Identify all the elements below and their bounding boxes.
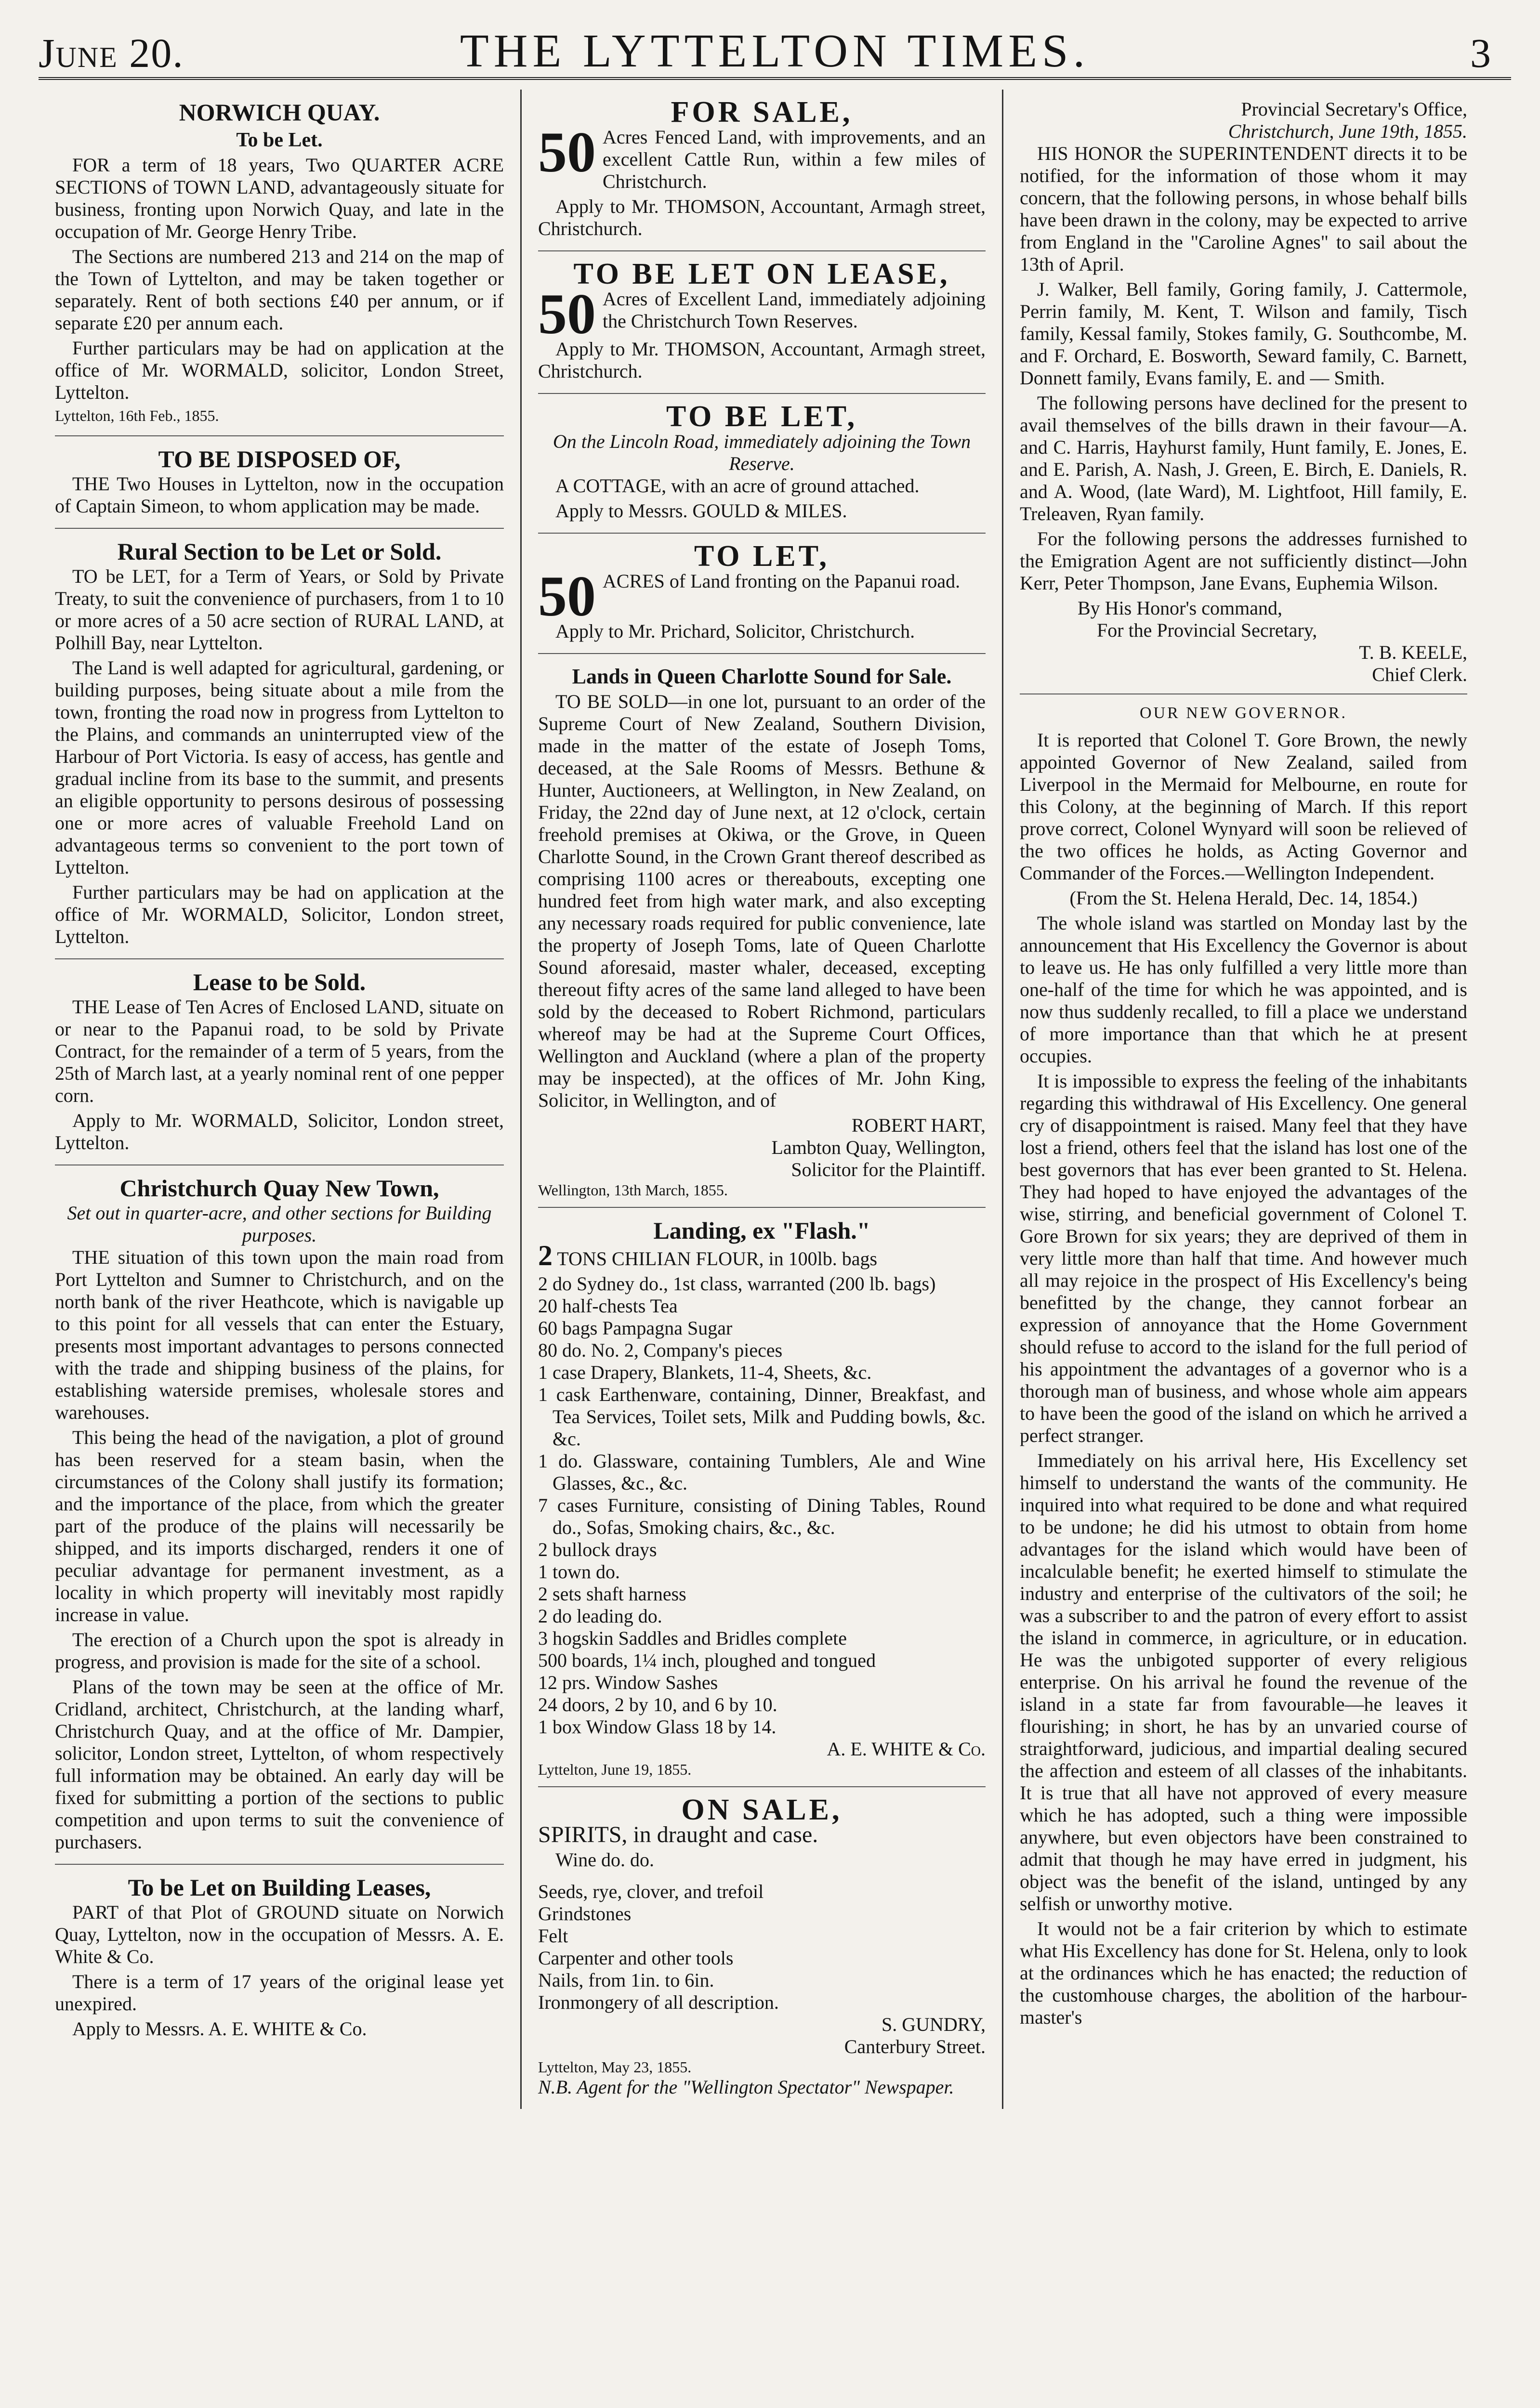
list-item: 3 hogskin Saddles and Bridles complete bbox=[538, 1627, 847, 1649]
advert-on-sale-spirits bbox=[538, 1787, 986, 2109]
advert-date: Lyttelton, May 23, 1855. bbox=[538, 2058, 692, 2076]
column-1 bbox=[39, 90, 520, 2109]
advert-body-2: There is a term of 17 years of the original lease yet unexpired. bbox=[55, 1971, 504, 2015]
notice-dateline: Christchurch, June 19th, 1855. bbox=[1228, 120, 1467, 142]
list-item: 1 case Drapery, Blankets, 11-4, Sheets, &c. bbox=[538, 1361, 872, 1383]
advert-body: THE situation of this town upon the main road from Port Lyttelton and Sumner to Christchurch, and on the north bank of the river Heathcote, which is navigable up to this point for all vessels that can enter the Estuary, presents most important advantages to persons connected with the trade and shipping business of the plains, for establishing waterside premises, wholesale stores and warehouses. bbox=[55, 1246, 504, 1423]
advert-signature: A. E. WHITE & Co. bbox=[827, 1738, 986, 1760]
advert-rural-section bbox=[55, 529, 504, 959]
notice-command-2: For the Provincial Secretary, bbox=[1097, 619, 1317, 641]
lead-number: 50 bbox=[538, 120, 596, 184]
advert-norwich-quay bbox=[55, 90, 504, 436]
advert-date: Wellington, 13th March, 1855. bbox=[538, 1181, 728, 1199]
advert-lease-sold bbox=[55, 959, 504, 1165]
advert-heading: TO BE DISPOSED OF, bbox=[158, 445, 401, 472]
advert-heading: To be Let on Building Leases, bbox=[128, 1874, 431, 1901]
list-item: Nails, from 1in. to 6in. bbox=[538, 1969, 714, 1991]
list-item: 20 half-chests Tea bbox=[538, 1295, 678, 1317]
advert-body: Acres of Excellent Land, immediately adjoining the Christchurch Town Reserves. bbox=[603, 288, 986, 332]
list-item: 80 do. No. 2, Company's pieces bbox=[538, 1339, 783, 1361]
advert-signature: S. GUNDRY, bbox=[882, 2014, 986, 2035]
notice-command: By His Honor's command, bbox=[1078, 597, 1282, 619]
notice-signature-role: Chief Clerk. bbox=[1372, 664, 1467, 685]
advert-note: N.B. Agent for the "Wellington Spectator" Newspaper. bbox=[538, 2076, 954, 2098]
advert-heading: TO BE LET, bbox=[666, 400, 858, 433]
advert-body: FOR a term of 18 years, Two QUARTER ACRE SECTIONS of TOWN LAND, advantageously situate for business, fronting upon Norwich Quay, and late in the occupation of Mr. George Henry Tribe. bbox=[55, 154, 504, 242]
article-paragraph: The whole island was startled on Monday last by the announcement that His Excellency the Governor is about to leave us. He has only fulfilled a very little more than one-half of the time for which he was appointed, and is now thus suddenly recalled, to fill a place we understand of more importance than that which he at present occupies. bbox=[1020, 912, 1467, 1067]
list-item: Carpenter and other tools bbox=[538, 1947, 734, 1969]
column-3 bbox=[1002, 90, 1484, 2109]
goods-list bbox=[538, 1273, 986, 1738]
advert-body-2: Apply to Messrs. GOULD & MILES. bbox=[555, 500, 847, 522]
advert-body: THE Lease of Ten Acres of Enclosed LAND, situate on or near to the Papanui road, to be sold by Private Contract, for the remainder of a term of 5 years, from the 25th of March last, at a yearly nominal rent of one pepper corn. bbox=[55, 996, 504, 1106]
advert-subheading: On the Lincoln Road, immediately adjoining the Town Reserve. bbox=[553, 431, 971, 474]
article-source: (From the St. Helena Herald, Dec. 14, 1854.) bbox=[1069, 887, 1418, 909]
notice-body-3: The following persons have declined for the present to avail themselves of the bills drawn in their favour—A. and C. Harris, Hayhurst family, Hunt family, E. Jones, E. and E. Parish, A. Nash, J. Green, E. Birch, E. Daniels, R. and A. Wood, (late Ward), M. Lightfoot, Hill family, E. Treleaven, Ryan family. bbox=[1020, 392, 1467, 524]
list-item: 2 do leading do. bbox=[538, 1605, 662, 1627]
advert-body-4: Plans of the town may be seen at the office of Mr. Cridland, architect, Christchurch, at the landing wharf, Christchurch Quay, and at the office of Mr. Dampier, solicitor, London street, Lyttelton, of whom respectively full information may be obtained. An early day will be fixed for submitting a portion of the sections to public competition and upon terms to suit the convenience of purchasers. bbox=[55, 1676, 504, 1853]
advert-building-leases bbox=[55, 1865, 504, 2051]
goods-list bbox=[538, 1881, 986, 2014]
advert-subheading: To be Let. bbox=[236, 129, 323, 151]
advert-body: Acres Fenced Land, with improvements, and an excellent Cattle Run, within a few miles of Christchurch. bbox=[603, 126, 986, 192]
article-title: OUR NEW GOVERNOR. bbox=[1140, 704, 1347, 722]
column-2 bbox=[520, 90, 1002, 2109]
advert-body-2: This being the head of the navigation, a plot of ground has been reserved for a steam basin, when the circumstances of the Colony shall justify its formation; and the importance of the place, from which the greater part of the produce of the plains will necessarily be shipped, and its imports discharged, renders it one of peculiar advantage for permanent investment, as a locality in which property will inevitably most rapidly increase in value. bbox=[55, 1426, 504, 1625]
newspaper-title: THE LYTTELTON TIMES. bbox=[460, 25, 1090, 77]
list-item: 500 boards, 1¼ inch, ploughed and tongued bbox=[538, 1649, 876, 1671]
advert-signature-role: Solicitor for the Plaintiff. bbox=[791, 1159, 986, 1180]
advert-subheading: Set out in quarter-acre, and other sections for Building purposes. bbox=[67, 1202, 492, 1246]
list-item: 1 cask Earthenware, containing, Dinner, Breakfast, and Tea Services, Toilet sets, Milk and Pudding bowls, &c. &c. bbox=[538, 1384, 986, 1450]
advert-body-3: Apply to Messrs. A. E. WHITE & Co. bbox=[72, 2018, 367, 2040]
advert-heading: Rural Section to be Let or Sold. bbox=[117, 538, 442, 565]
advert-christchurch-quay bbox=[55, 1165, 504, 1865]
advert-body: A COTTAGE, with an acre of ground attached. bbox=[555, 475, 920, 497]
advert-body-2: Apply to Mr. THOMSON, Accountant, Armagh street, Christchurch. bbox=[538, 338, 986, 382]
advert-body-3: Further particulars may be had on application at the office of Mr. WORMALD, solicitor, London Street, Lyttelton. bbox=[55, 337, 504, 403]
advert-first-text: TONS CHILIAN FLOUR, in 100lb. bags bbox=[557, 1248, 878, 1269]
advert-heading: TO LET, bbox=[694, 540, 829, 573]
advert-heading: Christchurch Quay New Town, bbox=[119, 1175, 439, 1202]
list-item: 2 bullock drays bbox=[538, 1539, 657, 1560]
article-paragraph: It is reported that Colonel T. Gore Brown, the newly appointed Governor of New Zealand, sailed from Liverpool in the Mermaid for Melbourne, en route for this Colony, at the beginning of March. If this report prove correct, Colonel Wynyard will soon be relieved of the two offices he holds, as Acting Governor and Commander of the Forces.—Wellington Independent. bbox=[1020, 729, 1467, 884]
notice-body: HIS HONOR the SUPERINTENDENT directs it to be notified, for the information of those whom it may concern, that the following persons, in whose behalf bills have been drawn in the colony, may be expected to arrive from England in the "Caroline Agnes" to sail about the 13th of April. bbox=[1020, 143, 1467, 275]
list-item: 12 prs. Window Sashes bbox=[538, 1672, 718, 1693]
advert-date: Lyttelton, June 19, 1855. bbox=[538, 1761, 692, 1778]
columns bbox=[39, 90, 1511, 2109]
advert-signature-address: Lambton Quay, Wellington, bbox=[771, 1137, 986, 1158]
advert-let-on-lease bbox=[538, 251, 986, 394]
advert-heading: Lands in Queen Charlotte Sound for Sale. bbox=[572, 665, 952, 688]
advert-heading: Landing, ex "Flash." bbox=[653, 1217, 870, 1244]
lead-number: 50 bbox=[538, 282, 596, 346]
notice-office: Provincial Secretary's Office, bbox=[1241, 98, 1467, 120]
list-item: Ironmongery of all description. bbox=[538, 1991, 779, 2013]
advert-body-2: Apply to Mr. Prichard, Solicitor, Christchurch. bbox=[555, 620, 915, 642]
advert-body-2: Apply to Mr. THOMSON, Accountant, Armagh street, Christchurch. bbox=[538, 196, 986, 239]
advert-body-2: The Land is well adapted for agricultural, gardening, or building purposes, being situate about a mile from the town, fronting the road now in progress from Lyttelton to the Plains, and commands an uninterrupted view of the Harbour of Port Victoria. Is easy of access, has gentle and gradual incline from its base to the summit, and presents an eligible opportunity to persons desirous of possessing one or more acres of valuable Freehold Land on advantageous terms so convenient to the port town of Lyttelton. bbox=[55, 657, 504, 878]
advert-body: THE Two Houses in Lyttelton, now in the occupation of Captain Simeon, to whom application may be made. bbox=[55, 473, 504, 517]
advert-heading: TO BE LET ON LEASE, bbox=[573, 258, 950, 290]
list-item: Grindstones bbox=[538, 1903, 632, 1924]
advert-for-sale-acres bbox=[538, 90, 986, 251]
advert-cottage-let bbox=[538, 394, 986, 534]
advert-signature-address: Canterbury Street. bbox=[844, 2036, 986, 2057]
advert-papanui-acres bbox=[538, 534, 986, 654]
advert-heading: ON SALE, bbox=[681, 1793, 842, 1826]
advert-landing-flash bbox=[538, 1208, 986, 1787]
advert-body: TO be LET, for a Term of Years, or Sold by Private Treaty, to suit the convenience of purchasers, from 1 to 10 or more acres of a 50 acre section of RURAL LAND, at Polhill Bay, near Lyttelton. bbox=[55, 565, 504, 654]
list-item: 24 doors, 2 by 10, and 6 by 10. bbox=[538, 1694, 777, 1715]
advert-body: PART of that Plot of GROUND situate on Norwich Quay, Lyttelton, now in the occupation of Messrs. A. E. White & Co. bbox=[55, 1901, 504, 1967]
notice-body-2: J. Walker, Bell family, Goring family, J. Cattermole, Perrin family, M. Kent, T. Wilson and family, Tisch family, Kessal family, Stokes family, G. Southcombe, M. and F. Orchard, E. Bosworth, Seward family, C. Barnett, Donnett family, Evans family, E. and — Smith. bbox=[1020, 278, 1467, 389]
list-item: Seeds, rye, clover, and trefoil bbox=[538, 1881, 764, 1902]
article-paragraph: Immediately on his arrival here, His Excellency set himself to understand the wants of the community. He inquired into what required to be done and what required to be undone; he did his utmost to obtain from home advantages for the island which would have been of incalculable benefit; he exerted himself to stimulate the industry and enterprise of the cultivators of the soil; he was a subscriber to and the patron of every effort to assist the island in commerce, in agriculture, or in education. He was the unbigoted supporter of every religious enterprise. On his arrival he found the revenue of the island in a state far from favourable—he leaves it flourishing; in short, he has by an unvaried course of straightforward, judicious, and impartial dealing secured the affection and esteem of all classes of the inhabitants. It is true that all have not approved of every measure which he has adopted, such a thing were impossible anywhere, but even objectors have been constrained to admit that though he may have erred in judgment, his object was the benefit of the island, untinged by any selfish or unworthy motive. bbox=[1020, 1450, 1467, 1914]
advert-heading: Lease to be Sold. bbox=[193, 968, 366, 995]
advert-body-2: The Sections are numbered 213 and 214 on the map of the Town of Lyttelton, and may be taken together or separately. Rent of both sections £40 per annum, or if separate £20 per annum each. bbox=[55, 246, 504, 334]
article-new-governor bbox=[1020, 702, 1467, 2028]
list-item: 1 box Window Glass 18 by 14. bbox=[538, 1716, 777, 1738]
advert-body-2: Apply to Mr. WORMALD, Solicitor, London street, Lyttelton. bbox=[55, 1110, 504, 1153]
page-number: 3 bbox=[1470, 30, 1492, 76]
list-item: 1 town do. bbox=[538, 1561, 620, 1583]
advert-houses-disposed bbox=[55, 436, 504, 529]
notice-body-4: For the following persons the addresses furnished to the Emigration Agent are not sufficiently distinct—John Kerr, Peter Thompson, Jane Evans, Euphemia Wilson. bbox=[1020, 528, 1467, 594]
issue-date: June 20. bbox=[39, 30, 184, 76]
advert-second-line: Wine do. do. bbox=[555, 1849, 655, 1871]
advert-heading: NORWICH QUAY. bbox=[179, 99, 380, 126]
article-paragraph: It is impossible to express the feeling of the inhabitants regarding this withdrawal of His Excellency. One general cry of disappointment is raised. Many feel that they have lost a friend, others feel that the island has lost one of the best governors that has ever been granted to St. Helena. They had hoped to have enjoyed the advantages of the wise, stirring, and beneficial government of Colonel T. Gore Brown for six years; they are deprived of them in very little more than half that time. And however much all may rejoice in the prospect of His Excellency's being benefitted by the change, they cannot forbear an expression of annoyance that the Home Government should refuse to accord to the island for the full period of his appointment the advantages of a governor who is a thorough man of business, and whose whole aim appears to have been the good of the island on which he arrived a perfect stranger. bbox=[1020, 1070, 1467, 1446]
advert-body-3: Further particulars may be had on application at the office of Mr. WORMALD, Solicitor, London street, Lyttelton. bbox=[55, 881, 504, 947]
list-item: 2 sets shaft harness bbox=[538, 1583, 686, 1605]
advert-heading: FOR SALE, bbox=[671, 96, 853, 129]
article-paragraph: It would not be a fair criterion by which to estimate what His Excellency has done for St. Helena, only to look at the ordinances which he has enacted; the reduction of the customhouse charges, the abolition of the harbour-master's bbox=[1020, 1918, 1467, 2028]
list-item: 2 do Sydney do., 1st class, warranted (200 lb. bags) bbox=[538, 1273, 936, 1295]
masthead bbox=[39, 19, 1511, 80]
advert-queen-charlotte bbox=[538, 654, 986, 1208]
advert-first-line: 2 TONS CHILIAN FLOUR, in 100lb. bags bbox=[538, 1240, 878, 1271]
list-item: 1 do. Glassware, containing Tumblers, Ale and Wine Glasses, &c., &c. bbox=[538, 1450, 986, 1494]
advert-signature: ROBERT HART, bbox=[851, 1114, 986, 1136]
advert-first-line: SPIRITS, in draught and case. bbox=[538, 1822, 818, 1847]
advert-body: ACRES of Land fronting on the Papanui road. bbox=[603, 570, 961, 592]
list-item: 60 bags Pampagna Sugar bbox=[538, 1317, 733, 1339]
list-item: 7 cases Furniture, consisting of Dining Tables, Round do., Sofas, Smoking chairs, &c., &c. bbox=[538, 1494, 986, 1538]
advert-date: Lyttelton, 16th Feb., 1855. bbox=[55, 407, 219, 424]
notice-signature: T. B. KEELE, bbox=[1359, 641, 1467, 663]
advert-body-3: The erection of a Church upon the spot is already in progress, and provision is made for the site of a school. bbox=[55, 1629, 504, 1673]
advert-body: TO BE SOLD—in one lot, pursuant to an order of the Supreme Court of New Zealand, Southern Division, made in the matter of the estate of Joseph Toms, deceased, at the Sale Rooms of Messrs. Bethune & Hunter, Auctioneers, at Wellington, in New Zealand, on Friday, the 22nd day of June next, at 12 o'clock, certain freehold premises at Okiwa, or the Grove, in Queen Charlotte Sound, in the Crown Grant thereof described as comprising 1100 acres or thereabouts, excepting one hundred feet from high water mark, and also excepting any necessary roads required for public convenience, late the property of Joseph Toms, late of Queen Charlotte Sound aforesaid, master whaler, deceased, excepting thereout fifty acres of the same land alleged to have been sold by the deceased to Robert Richmond, particulars whereof may be had at the Supreme Court Offices, Wellington and Auckland (where a plan of the property may be inspected), at the offices of Mr. John King, Solicitor, in Wellington, and of bbox=[538, 691, 986, 1111]
lead-number: 50 bbox=[538, 564, 596, 628]
list-item: Felt bbox=[538, 1925, 568, 1947]
notice-provincial-secretary bbox=[1020, 90, 1467, 694]
